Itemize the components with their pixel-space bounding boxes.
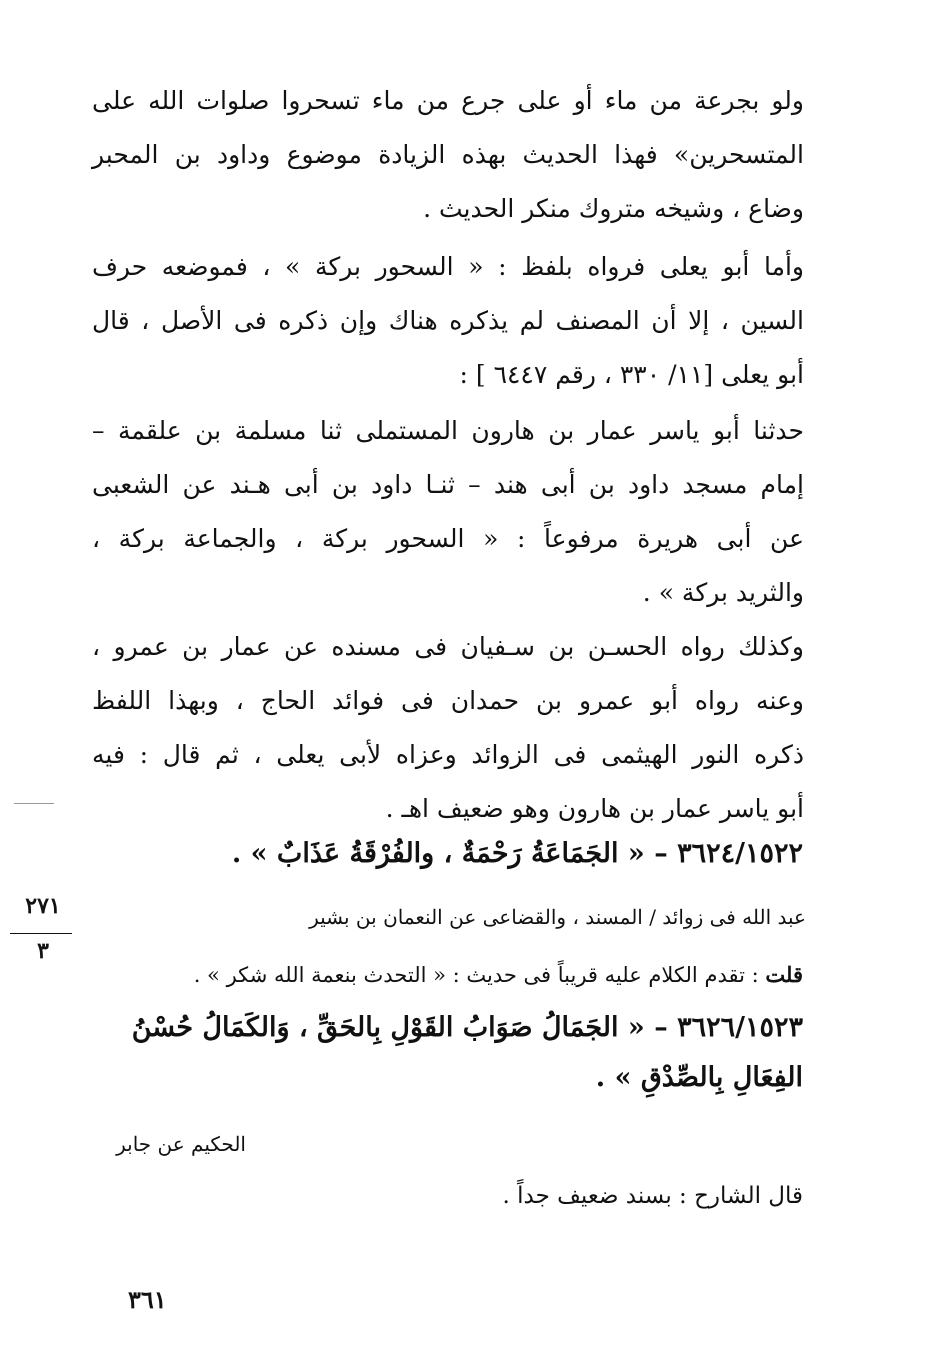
hadith-source: عبد الله فى زوائد / المسند ، والقضاعى عن النعمان بن بشير	[309, 905, 806, 929]
text-line: أبو يعلى [١١/ ٣٣٠ ، رقم ٦٤٤٧ ] :	[459, 360, 804, 389]
hadith-heading: ٣٦٢٦/١٥٢٣ – « الجَمَالُ صَوَابُ القَوْلِ بِالحَقِّ ، وَالكَمَالُ حُسْنُ	[131, 1012, 803, 1043]
text-line: والثريد بركة » .	[642, 578, 804, 607]
text-line: ذكره النور الهيثمى فى الزوائد وعزاه لأبى يعلى ، ثم قال : فيه	[92, 740, 804, 769]
text-line: السين ، إلا أن المصنف لم يذكره هناك وإن ذكره فى الأصل ، قال	[92, 306, 804, 335]
commentator-note: قال الشارح : بسند ضعيف جداً .	[502, 1183, 803, 1209]
scan-mark	[14, 803, 54, 804]
page-number: ٣٦١	[128, 1285, 167, 1314]
text-line: إمام مسجد داود بن أبى هند – ثنـا داود بن أبى هـند عن الشعبى	[92, 470, 804, 499]
comment-label: قلت	[765, 962, 803, 987]
text-line: وضاع ، وشيخه متروك منكر الحديث .	[423, 194, 804, 223]
hadith-heading: ٣٦٢٤/١٥٢٢ – « الجَمَاعَةُ رَحْمَةٌ ، والفُرْقَةُ عَذَابٌ » .	[231, 838, 803, 869]
margin-divider	[10, 933, 72, 934]
hadith-heading-continuation: الفِعَالِ بِالصِّدْقِ » .	[595, 1062, 803, 1093]
text-line: وأما أبو يعلى فرواه بلفظ : « السحور بركة » ، فموضعه حرف	[92, 252, 804, 281]
text-line: عن أبى هريرة مرفوعاً : « السحور بركة ، والجماعة بركة ،	[92, 524, 804, 553]
text-line: المتسحرين» فهذا الحديث بهذه الزيادة موضوع وداود بن المحبر	[92, 140, 804, 169]
hadith-source: الحكيم عن جابر	[116, 1132, 246, 1156]
comment-text: : تقدم الكلام عليه قريباً فى حديث : « التحدث بنعمة الله شكر » .	[193, 963, 759, 987]
text-line: وكذلك رواه الحسـن بن سـفيان فى مسنده عن عمار بن عمرو ،	[92, 632, 804, 661]
text-line: ولو بجرعة من ماء أو على جرع من ماء تسحروا صلوات الله على	[92, 86, 804, 115]
text-line: حدثنا أبو ياسر عمار بن هارون المستملى ثنا مسلمة بن علقمة –	[92, 416, 804, 445]
margin-note-top: ٢٧١	[25, 893, 61, 919]
paragraph-continuation	[92, 74, 804, 236]
text-line: أبو ياسر عمار بن هارون وهو ضعيف اهـ .	[385, 794, 804, 823]
text-line: وعنه رواه أبو عمرو بن حمدان فى فوائد الحاج ، وبهذا اللفظ	[92, 686, 804, 715]
paragraph-other-narrations	[92, 620, 804, 836]
author-comment	[123, 962, 803, 987]
paragraph-isnad	[92, 404, 804, 620]
margin-note-bottom: ٣	[37, 938, 49, 964]
paragraph-abu-yala	[92, 240, 804, 402]
